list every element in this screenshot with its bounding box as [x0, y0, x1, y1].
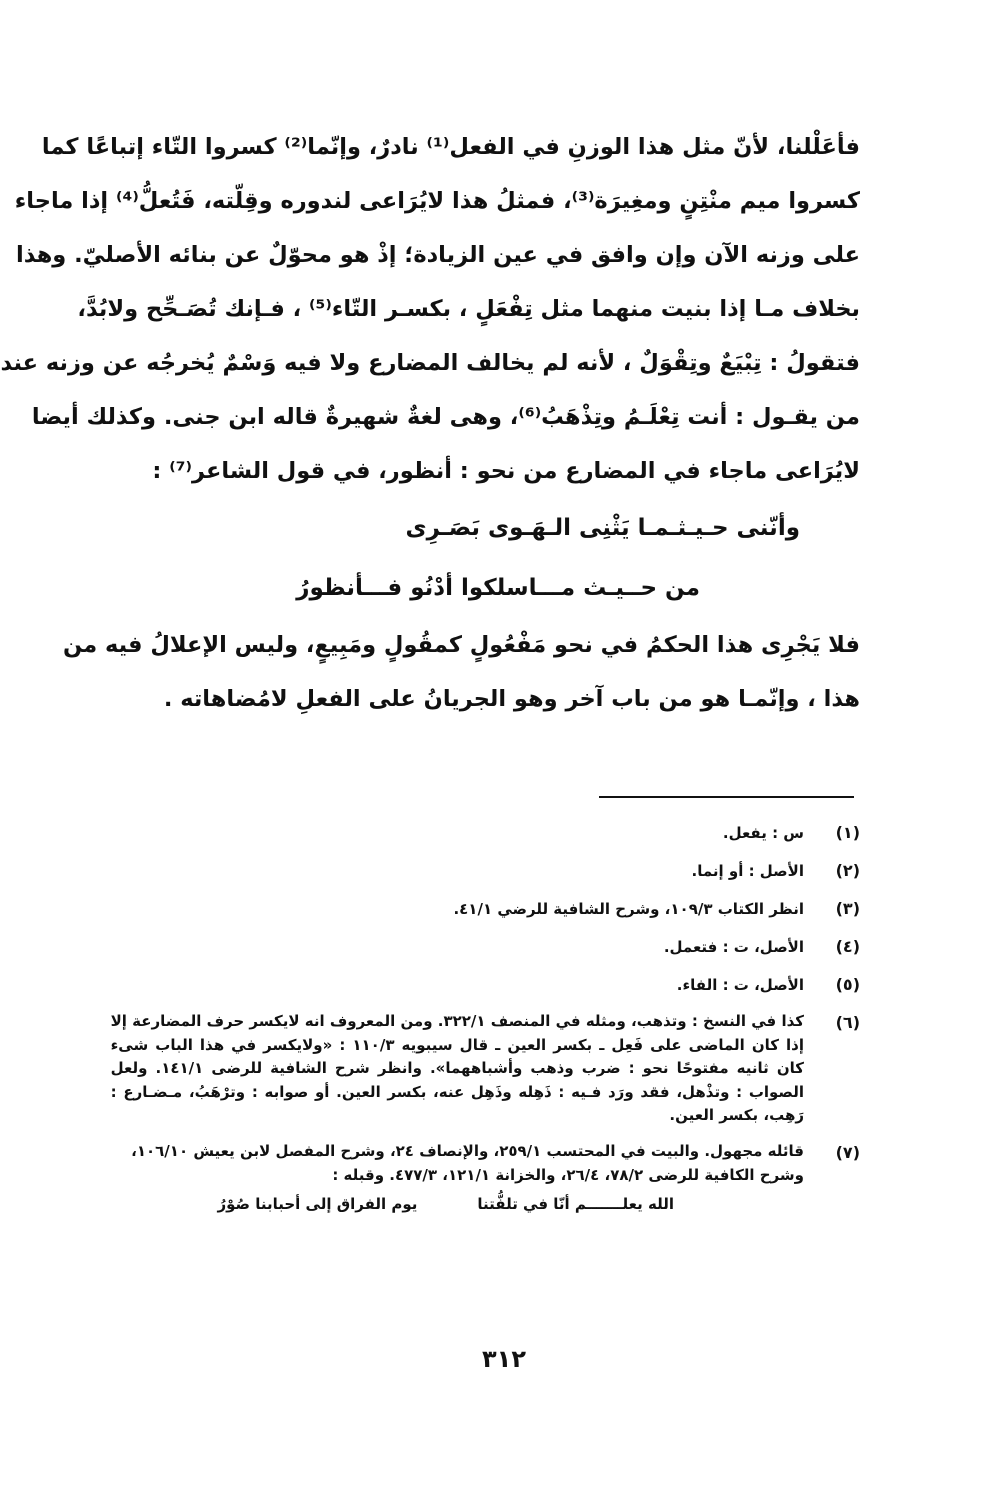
- main-line: على وزنه الآن وإن وافق في عين الزيادة؛ إذْ هو محوّلٌ عن بنائه الأصليّ. وهذا: [15, 242, 860, 268]
- footnote-number: (١): [835, 823, 860, 842]
- main-line: هذا ، وإنّمـا هو من باب آخر وهو الجريانُ على الفعلِ لامُضاهاته .: [163, 686, 860, 712]
- footnote-text: قائله مجهول. والبيت في المحتسب ٢٥٩/١، والإنصاف ٢٤، وشرح المفصل لابن يعيش ١٠٦/١٠،: [131, 1141, 804, 1160]
- main-line: كسروا ميم منْتِنٍ ومغِيرَة⁽³⁾، فمثلُ هذا لايُرَاعى لندوره وقِلّته، فَتُعلُّ⁽⁴⁾ إذا ماجاء: [14, 188, 860, 214]
- footnote-verse: [131, 1191, 804, 1217]
- main-line: فتقولُ : تِبْيَعٌ وتِقْوَلٌ ، لأنه لم يخالف المضارع ولا فيه وَسْمٌ يُخرجُه عن وزنه عند: [0, 350, 860, 376]
- footnote: [131, 1140, 860, 1217]
- footnote-text: كان ثانيه مفتوحًا نحو : ضرب وذهب وأشباههما». وانظر شرح الشافية للرضى ١٤١/١. ولعل: [110, 1059, 804, 1078]
- footnote: [148, 934, 860, 960]
- footnote: [110, 1010, 860, 1128]
- footnote-text: الأصل : أو إنما.: [691, 862, 804, 880]
- main-line: بخلاف مـا إذا بنيت منهما مثل تِفْعَلٍ ، بكسـر التّاء⁽⁵⁾ ، فـإنك تُصَـحِّح ولابُدَّ،: [77, 296, 860, 322]
- footnote-number: (٦): [835, 1013, 860, 1032]
- main-line: من يقـول : أنت تِعْلَـمُ وتِذْهَبُ⁽⁶⁾، وهى لغةٌ شهيرةٌ قاله ابن جنى. وكذلك أيضا: [31, 404, 860, 430]
- footnote: [148, 820, 860, 846]
- footnote-number: (٤): [835, 937, 860, 956]
- footnote-divider: [599, 796, 854, 798]
- page-number: ٣١٢: [482, 1345, 526, 1373]
- main-line: فأعَلْلنا، لأنّ مثل هذا الوزنِ في الفعل⁽¹⁾ نادرٌ، وإنّما⁽²⁾ كسروا التّاء إتباعًا كما: [41, 134, 860, 160]
- main-line: فلا يَجْرِى هذا الحكمُ في نحو مَفْعُولٍ كمقُولٍ ومَبِيعٍ، وليس الإعلالُ فيه من: [62, 632, 860, 658]
- footnote-text: الأصل، ت : الفاء.: [676, 976, 804, 994]
- verse-first-hemistich: وأنّنى حـيـثـمـا يَثْنِى الـهَـوى بَصَـرِى: [405, 515, 800, 541]
- verse-second-hemistich: من حــيـث مـــاسلكوا أدْنُو فـــأنظورُ: [296, 575, 700, 601]
- footnotes: [110, 820, 860, 1229]
- footnote-number: (٣): [835, 899, 860, 918]
- footnote-text: الأصل، ت : فتعمل.: [663, 938, 804, 956]
- main-line: لايُرَاعى ماجاء في المضارع من نحو : أنظور، في قول الشاعر⁽⁷⁾ :: [152, 458, 860, 484]
- footnote: [148, 896, 860, 922]
- footnote-text: رَهِب، بكسر العين.: [669, 1106, 804, 1125]
- footnote-text: انظر الكتاب ١٠٩/٣، وشرح الشافية للرضي ٤١/١.: [453, 900, 804, 918]
- footnote-number: (٧): [835, 1142, 860, 1162]
- footnote-text: وشرح الكافية للرضى ٧٨/٢، ٢٦/٤، والخزانة ١٢١/١، ٤٧٧/٣. وقبله :: [332, 1165, 804, 1184]
- footnote-number: (٢): [835, 861, 860, 880]
- footnote-text: كذا في النسخ : وتذهب، ومثله في المنصف ٣٢٢/١. ومن المعروف انه لايكسر حرف المضارعة إلا: [110, 1012, 804, 1030]
- footnote-number: (٥): [835, 975, 860, 994]
- main-text: [0, 120, 860, 726]
- footnote: [148, 858, 860, 884]
- footnote: [148, 972, 860, 998]
- footnote-verse-second: يوم الفراق إلى أحبابنا صُوْرُ: [217, 1195, 418, 1214]
- footnote-text: س : يفعل.: [722, 824, 804, 842]
- footnote-verse-first: الله يعلـــــــم أنّا في تلفُّتنا: [477, 1195, 674, 1214]
- footnote-text: إذا كان الماضى على فَعِل ـ بكسر العين ـ قال سيبويه ١١٠/٣ : «ولايكسر في هذا الباب شىء: [110, 1035, 804, 1054]
- footnote-text: الصواب : وتذْهل، فقد ورَد فـيه : ذَهِله وذَهِل عنه، بكسر العين. أو صوابه : وترْهَبُ، مـضـارع :: [110, 1082, 804, 1101]
